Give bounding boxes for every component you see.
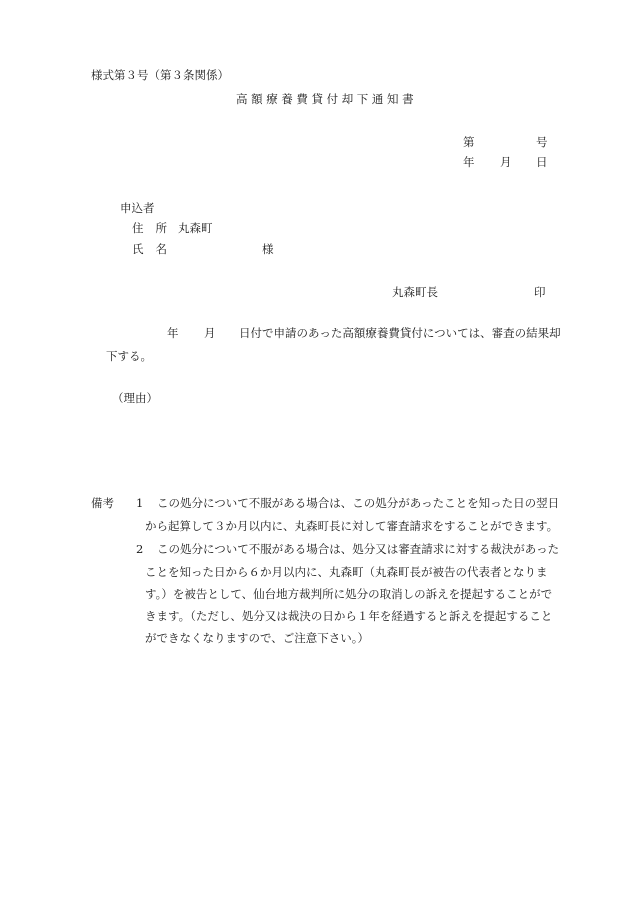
honorific: 様 xyxy=(262,242,274,256)
address-value: 丸森町 xyxy=(178,221,213,235)
note-number: 1 xyxy=(136,496,144,510)
reason-label: （理由） xyxy=(112,391,158,405)
reference-number-prefix: 第 xyxy=(463,135,475,149)
reference-number-suffix: 号 xyxy=(536,135,548,149)
note-text-line: す。）を被告として、仙台地方裁判所に処分の取消しの訴えを提起することがで xyxy=(145,587,553,601)
note-text-line: ことを知った日から６か月以内に、丸森町（丸森町長が被告の代表者となりま xyxy=(145,565,548,579)
body-text-line: 下する。 xyxy=(106,349,152,363)
form-number: 様式第３号（第３条関係） xyxy=(91,68,229,82)
note-number: 2 xyxy=(136,542,144,556)
document-title: 高額療養費貸付却下通知書 xyxy=(236,92,418,106)
seal-mark: 印 xyxy=(534,285,546,299)
date-day-label: 日 xyxy=(536,155,548,169)
body-year-label: 年 xyxy=(167,326,179,340)
body-text-line: 日付で申請のあった高額療養費貸付については、審査の結果却 xyxy=(239,326,561,340)
issuer-title: 丸森町長 xyxy=(392,285,438,299)
applicant-heading: 申込者 xyxy=(120,201,155,215)
address-label: 住所 xyxy=(132,221,179,235)
body-month-label: 月 xyxy=(204,326,216,340)
note-text-line: ができなくなりますので、ご注意下さい。） xyxy=(145,631,370,645)
note-text-line: から起算して３か月以内に、丸森町長に対して審査請求をすることができます。 xyxy=(145,519,559,533)
date-month-label: 月 xyxy=(500,155,512,169)
note-text-line: この処分について不服がある場合は、処分又は審査請求に対する裁決があった xyxy=(157,542,560,556)
name-label: 氏名 xyxy=(132,242,179,256)
date-year-label: 年 xyxy=(463,155,475,169)
note-text-line: きます。（ただし、処分又は裁決の日から１年を経過すると訴えを提起すること xyxy=(145,609,553,623)
note-text-line: この処分について不服がある場合は、この処分があったことを知った日の翌日 xyxy=(157,496,560,510)
notes-label: 備考 xyxy=(91,496,114,510)
